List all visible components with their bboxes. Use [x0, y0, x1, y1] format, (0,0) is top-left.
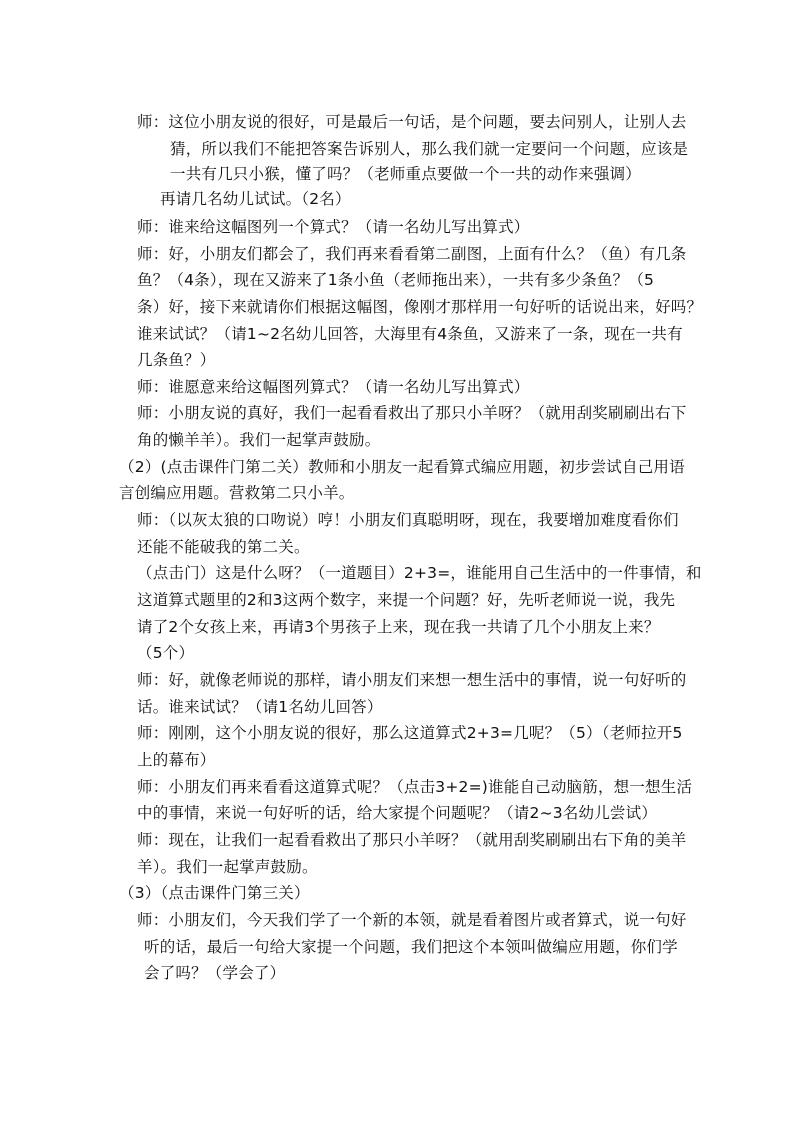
text-line: 羊）。我们一起掌声鼓励。: [137, 858, 318, 876]
text-line: 师：小朋友们，今天我们学了一个新的本领，就是看着图片或者算式，说一句好: [137, 911, 687, 929]
text-line: 这道算式题里的2和3这两个数字，来提一个问题？好，先听老师说一说，我先: [137, 591, 676, 609]
text-line: 条）好，接下来就请你们根据这幅图，像刚才那样用一句好听的话说出来，好吗？: [137, 298, 703, 316]
text-line: （3）（点击课件门第三关）: [119, 884, 310, 902]
text-line: （点击门）这是什么呀？（一道题目）2+3=，谁能用自己生活中的一件事情，和: [137, 564, 702, 582]
text-line: 谁来试试？（请1~2名幼儿回答，大海里有4条鱼，又游来了一条，现在一共有: [137, 325, 683, 343]
text-line: 几条鱼？）: [137, 351, 216, 369]
text-line: （5个）: [137, 644, 195, 662]
text-line: 师：这位小朋友说的很好，可是最后一句话，是个问题，要去问别人，让别人去: [137, 113, 687, 131]
text-line: 师：小朋友们再来看看这道算式呢？（点击3+2=)谁能自己动脑筋，想一想生活: [137, 778, 693, 796]
text-line: 中的事情，来说一句好听的话，给大家提个问题呢？（请2~3名幼儿尝试）: [137, 804, 658, 822]
text-line: 师：小朋友说的真好，我们一起看看救出了那只小羊呀？（就用刮奖刷刷出右下: [137, 404, 687, 422]
text-line: 会了吗？（学会了）: [144, 964, 286, 982]
text-line: 师：（以灰太狼的口吻说）哼！小朋友们真聪明呀，现在，我要增加难度看你们: [137, 511, 679, 529]
text-line: 请了2个女孩上来，再请3个男孩子上来，现在我一共请了几个小朋友上来？: [137, 618, 660, 636]
text-line: 猜，所以我们不能把答案告诉别人，那么我们就一定要问一个问题，应该是: [170, 140, 689, 158]
text-line: 师：好，小朋友们都会了，我们再来看看第二副图，上面有什么？（鱼）有几条: [137, 245, 687, 263]
text-line: 师：谁来给这幅图列一个算式？（请一名幼儿写出算式）: [137, 218, 530, 236]
text-line: 上的幕布）: [137, 751, 216, 769]
text-line: 师：现在，让我们一起看看救出了那只小羊呀？（就用刮奖刷刷出右下角的美羊: [137, 831, 687, 849]
text-line: 师：好，就像老师说的那样，请小朋友们来想一想生活中的事情，说一句好听的: [137, 671, 687, 689]
text-line: 师：刚刚，这个小朋友说的很好，那么这道算式2+3=几呢？（5）（老师拉开5: [137, 724, 683, 742]
text-line: 鱼？（4条），现在又游来了1条小鱼（老师拖出来），一共有多少条鱼？（5: [137, 271, 655, 289]
text-line: 言创编应用题。营救第二只小羊。: [119, 484, 355, 502]
text-line: 角的懒羊羊）。我们一起掌声鼓励。: [137, 431, 381, 449]
text-line: 听的话，最后一句给大家提一个问题，我们把这个本领叫做编应用题，你们学: [144, 938, 678, 956]
text-line: 一共有几只小猴，懂了吗？（老师重点要做一个一共的动作来强调）: [170, 165, 642, 183]
text-line: 师：谁愿意来给这幅图列算式？（请一名幼儿写出算式）: [137, 378, 530, 396]
text-line: （2）(点击课件门第二关）教师和小朋友一起看算式编应用题，初步尝试自己用语: [119, 458, 685, 476]
text-line: 话。谁来试试？（请1名幼儿回答）: [137, 698, 383, 716]
text-line: 再请几名幼儿试试。（2名）: [160, 190, 351, 208]
text-line: 还能不能破我的第二关。: [137, 538, 310, 556]
